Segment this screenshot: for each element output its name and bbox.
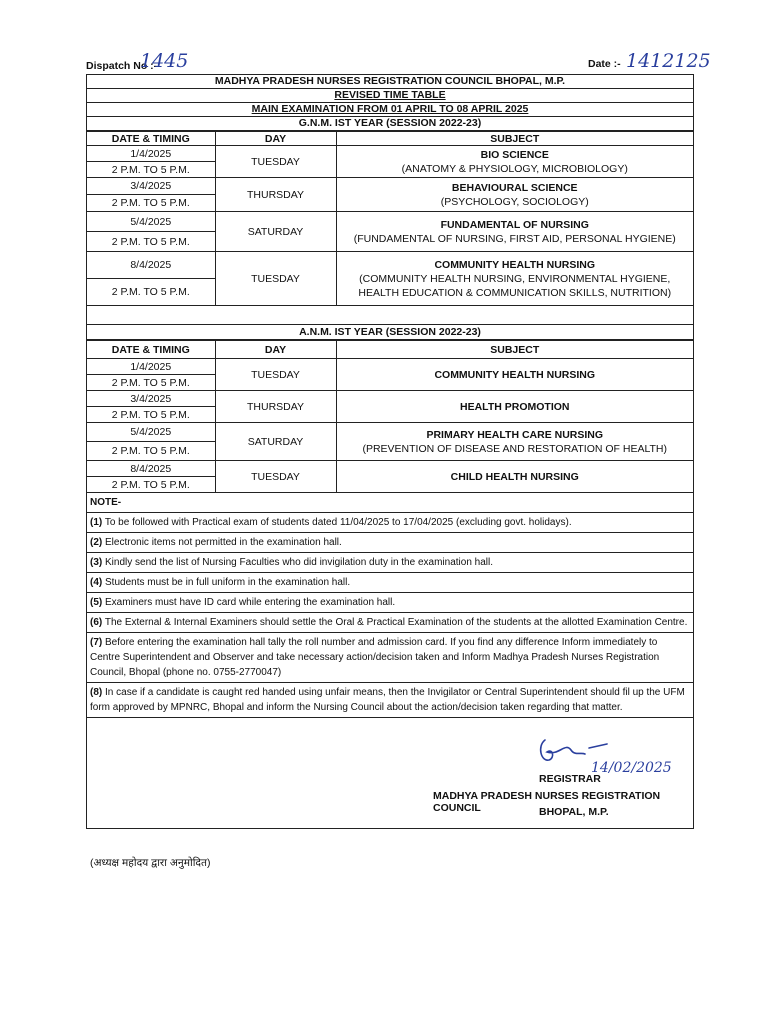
exam-time: 2 P.M. TO 5 P.M. — [87, 279, 215, 306]
spacer-row — [87, 306, 693, 325]
note-item: (3) Kindly send the list of Nursing Faculties who did invigilation duty in the examination hall. — [87, 553, 693, 573]
exam-time: 2 P.M. TO 5 P.M. — [87, 375, 215, 391]
anm-title: A.N.M. IST YEAR (SESSION 2022-23) — [87, 325, 693, 340]
council-heading: MADHYA PRADESH NURSES REGISTRATION COUNCIL BHOPAL, M.P. — [87, 75, 693, 89]
exam-time: 2 P.M. TO 5 P.M. — [87, 195, 215, 212]
exam-day: SATURDAY — [215, 423, 336, 461]
exam-date: 1/4/2025 — [87, 146, 215, 162]
exam-day: THURSDAY — [215, 178, 336, 212]
exam-day: TUESDAY — [215, 461, 336, 493]
notes-title: NOTE- — [87, 493, 693, 513]
exam-subject: PRIMARY HEALTH CARE NURSING (PREVENTION OF DISEASE AND RESTORATION OF HEALTH) — [336, 423, 693, 461]
timetable-sheet — [86, 74, 694, 829]
exam-subject: BIO SCIENCE (ANATOMY & PHYSIOLOGY, MICROBIOLOGY) — [336, 146, 693, 178]
col-day-header: DAY — [215, 132, 336, 146]
exam-time: 2 P.M. TO 5 P.M. — [87, 232, 215, 252]
exam-date: 8/4/2025 — [87, 461, 215, 477]
exam-date: 5/4/2025 — [87, 212, 215, 232]
exam-day: TUESDAY — [215, 252, 336, 306]
exam-time: 2 P.M. TO 5 P.M. — [87, 477, 215, 493]
note-item: (1) To be followed with Practical exam of students dated 11/04/2025 to 17/04/2025 (excluding govt. holidays). — [87, 513, 693, 533]
gnm-table — [87, 131, 693, 306]
exam-day: TUESDAY — [215, 359, 336, 391]
dispatch-label: Dispatch No :- — [86, 60, 158, 72]
exam-day: TUESDAY — [215, 146, 336, 178]
date-label: Date :- — [588, 58, 621, 70]
dispatch-number: 1445 — [140, 50, 189, 72]
col-day-header: DAY — [215, 341, 336, 359]
exam-time: 2 P.M. TO 5 P.M. — [87, 442, 215, 461]
approval-note-hindi: (अध्यक्ष महोदय द्वारा अनुमोदित) — [90, 857, 211, 869]
registrar-label: REGISTRAR — [539, 773, 601, 785]
note-item: (5) Examiners must have ID card while entering the examination hall. — [87, 593, 693, 613]
anm-table — [87, 340, 693, 493]
note-item: (4) Students must be in full uniform in the examination hall. — [87, 573, 693, 593]
revised-heading: REVISED TIME TABLE — [87, 89, 693, 103]
exam-date: 3/4/2025 — [87, 178, 215, 195]
signature-block — [87, 718, 693, 828]
gnm-title: G.N.M. IST YEAR (SESSION 2022-23) — [87, 117, 693, 131]
handwritten-sign-date: 14/02/2025 — [591, 760, 672, 776]
exam-subject: CHILD HEALTH NURSING — [336, 461, 693, 493]
col-date-header: DATE & TIMING — [87, 132, 215, 146]
note-item: (2) Electronic items not permitted in the examination hall. — [87, 533, 693, 553]
exam-subject: HEALTH PROMOTION — [336, 391, 693, 423]
registrar-city: BHOPAL, M.P. — [539, 806, 609, 818]
col-subject-header: SUBJECT — [336, 132, 693, 146]
exam-date: 3/4/2025 — [87, 391, 215, 407]
exam-date: 1/4/2025 — [87, 359, 215, 375]
note-item: (7) Before entering the examination hall tally the roll number and admission card. If you find any difference Inform immediately to Centre Superintendent and Observer and take necessary action/decision taken and Inform Madhya Pradesh Nurses Registration Council, Bhopal (phone no. 0755-2770047) — [87, 633, 693, 683]
exam-subject: BEHAVIOURAL SCIENCE (PSYCHOLOGY, SOCIOLOGY) — [336, 178, 693, 212]
exam-subject: FUNDAMENTAL OF NURSING (FUNDAMENTAL OF NURSING, FIRST AID, PERSONAL HYGIENE) — [336, 212, 693, 252]
exam-subject: COMMUNITY HEALTH NURSING — [336, 359, 693, 391]
note-item: (8) In case if a candidate is caught red handed using unfair means, then the Invigilator or Central Superintendent should fil up the UFM form approved by MPNRC, Bhopal and inform the Nursing Council about the action/decision taken regarding that matter. — [87, 683, 693, 718]
date-value: 1412125 — [626, 50, 711, 72]
exam-heading: MAIN EXAMINATION FROM 01 APRIL TO 08 APRIL 2025 — [87, 103, 693, 117]
exam-date: 8/4/2025 — [87, 252, 215, 279]
col-date-header: DATE & TIMING — [87, 341, 215, 359]
exam-subject: COMMUNITY HEALTH NURSING (COMMUNITY HEALTH NURSING, ENVIRONMENTAL HYGIENE, HEALTH EDUCATION & COMMUNICATION SKILLS, NUTRITION) — [336, 252, 693, 306]
registrar-council: MADHYA PRADESH NURSES REGISTRATION COUNCIL — [433, 790, 661, 814]
exam-day: THURSDAY — [215, 391, 336, 423]
exam-day: SATURDAY — [215, 212, 336, 252]
exam-time: 2 P.M. TO 5 P.M. — [87, 407, 215, 423]
exam-date: 5/4/2025 — [87, 423, 215, 442]
col-subject-header: SUBJECT — [336, 341, 693, 359]
exam-time: 2 P.M. TO 5 P.M. — [87, 162, 215, 178]
note-item: (6) The External & Internal Examiners should settle the Oral & Practical Examination of the students at the allotted Examination Centre. — [87, 613, 693, 633]
